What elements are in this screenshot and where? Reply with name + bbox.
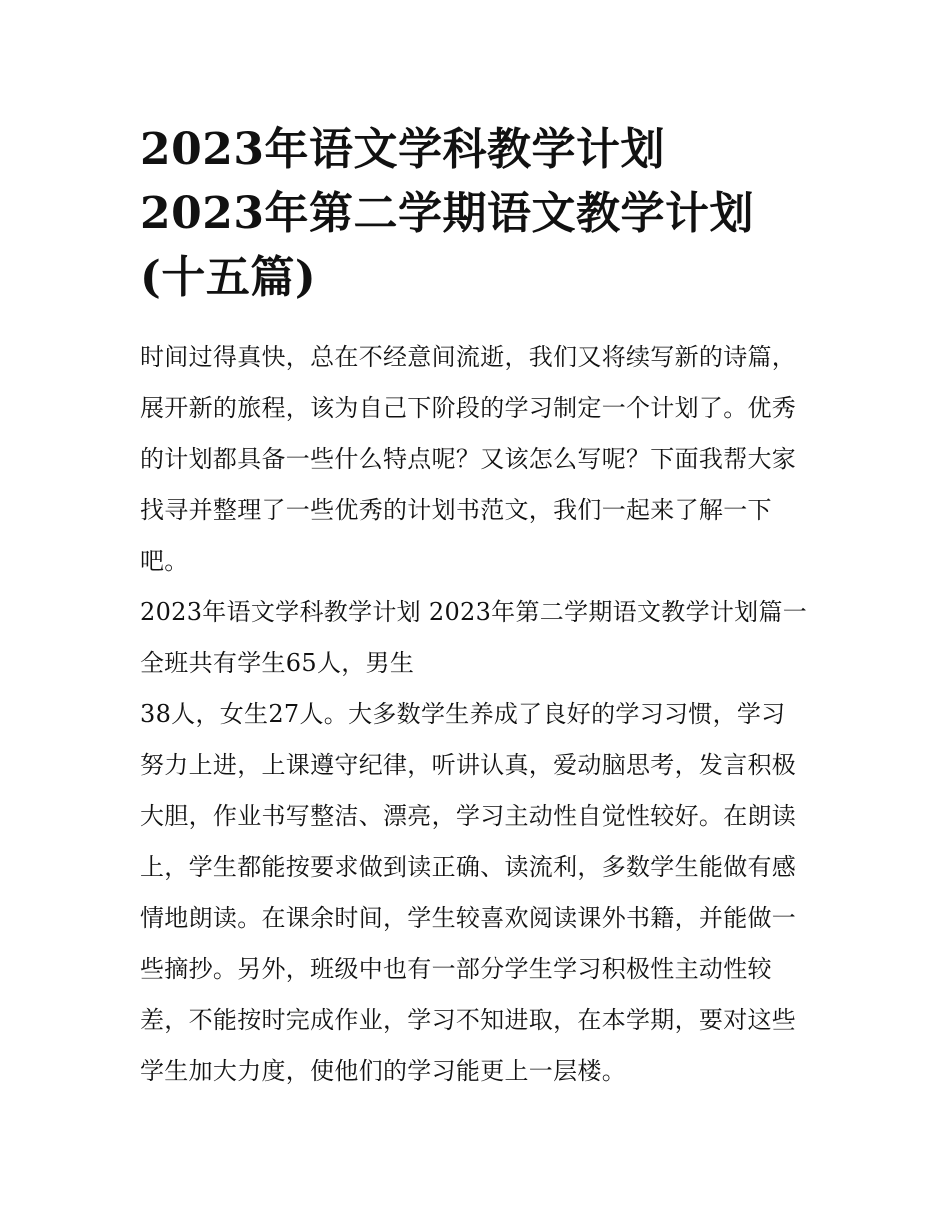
section-paragraph-line: 情地朗读。在课余时间，学生较喜欢阅读课外书籍，并能做一 <box>140 904 797 932</box>
document-page <box>140 118 830 1097</box>
section-paragraph-line: 上，学生都能按要求做到读正确、读流利，多数学生能做有感 <box>140 853 797 881</box>
document-title <box>140 118 830 310</box>
section-paragraph-line: 全班共有学生65人，男生 <box>140 649 415 677</box>
section-paragraph-line: 38人，女生27人。大多数学生养成了良好的学习习惯，学习 <box>140 700 786 728</box>
title-line: 2023年第二学期语文教学计划 <box>140 188 754 239</box>
document-body <box>140 332 830 1097</box>
section-paragraph-line: 差，不能按时完成作业，学习不知进取，在本学期，要对这些 <box>140 1006 797 1034</box>
intro-paragraph-line: 的计划都具备一些什么特点呢？又该怎么写呢？下面我帮大家 <box>140 445 797 473</box>
section-paragraph-line: 大胆，作业书写整洁、漂亮，学习主动性自觉性较好。在朗读 <box>140 802 797 830</box>
intro-paragraph-line: 展开新的旅程，该为自己下阶段的学习制定一个计划了。优秀 <box>140 394 797 422</box>
title-line: (十五篇) <box>140 252 317 303</box>
section-paragraph-line: 努力上进，上课遵守纪律，听讲认真，爱动脑思考，发言积极 <box>140 751 797 779</box>
section-paragraph-line: 些摘抄。另外，班级中也有一部分学生学习积极性主动性较 <box>140 955 772 983</box>
section-heading: 2023年语文学科教学计划 2023年第二学期语文教学计划篇一 <box>140 598 808 626</box>
intro-paragraph-line: 时间过得真快，总在不经意间流逝，我们又将续写新的诗篇， <box>140 343 797 371</box>
section-paragraph-line: 学生加大力度，使他们的学习能更上一层楼。 <box>140 1057 626 1085</box>
intro-paragraph-line: 吧。 <box>140 547 189 575</box>
intro-paragraph-line: 找寻并整理了一些优秀的计划书范文，我们一起来了解一下 <box>140 496 772 524</box>
title-line: 2023年语文学科教学计划 <box>140 124 665 175</box>
